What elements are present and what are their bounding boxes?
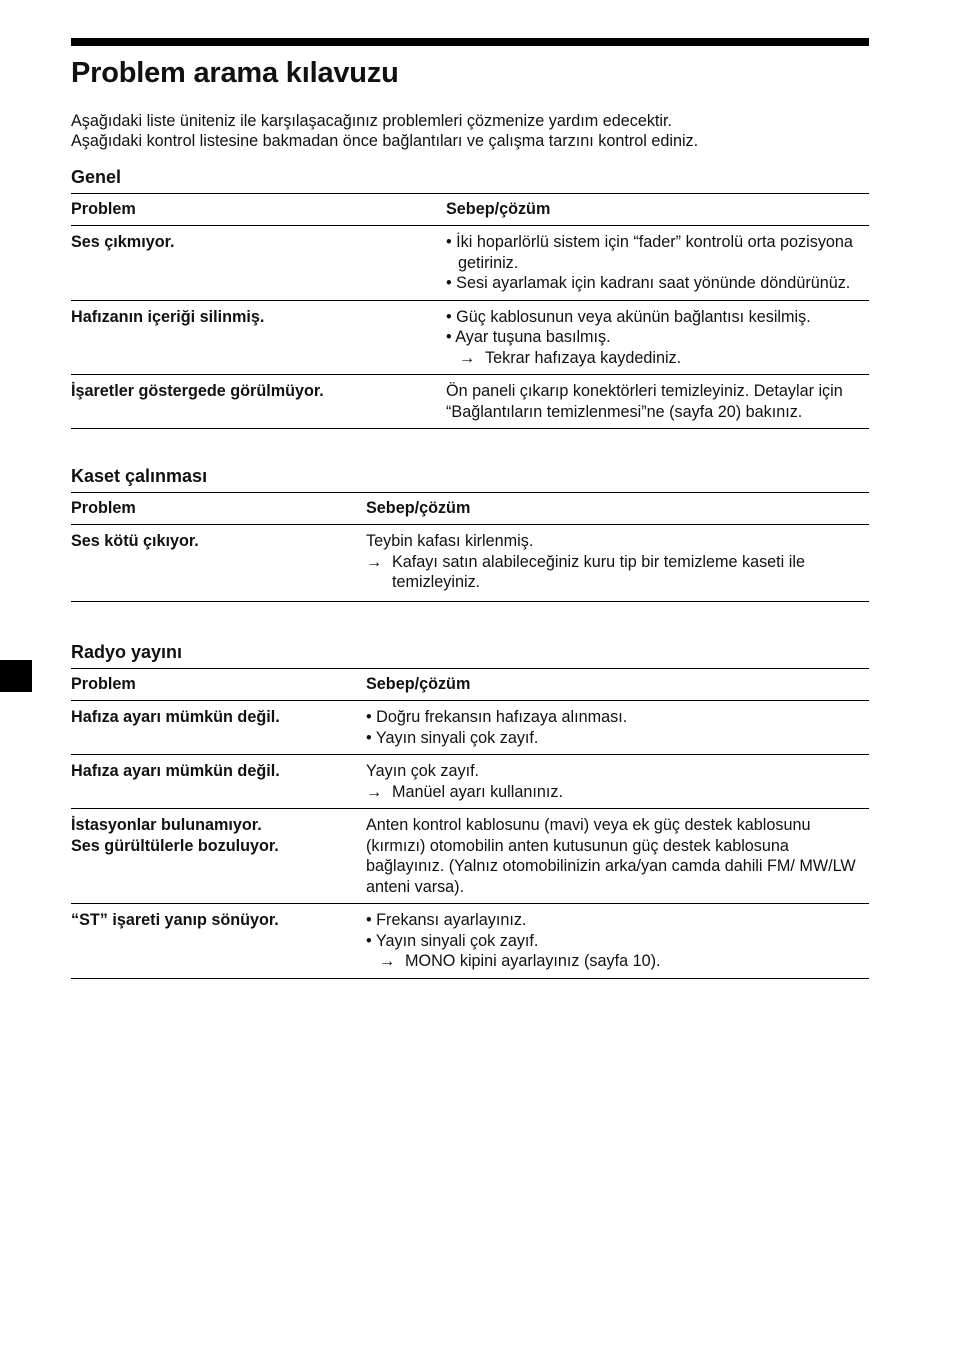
solution-cell [446, 226, 869, 301]
arrow-text: Kafayı satın alabileceğiniz kuru tip bir temizleme kaseti ile temizleyiniz. [392, 552, 805, 591]
bullet-item [446, 273, 869, 294]
bullet-glyph: • [366, 911, 372, 929]
column-header-solution: Sebep/çözüm [366, 675, 471, 693]
bullet-item [366, 931, 869, 952]
arrow-text: Tekrar hafızaya kaydediniz. [485, 348, 682, 367]
column-header-solution: Sebep/çözüm [366, 499, 471, 517]
column-header-solution: Sebep/çözüm [446, 200, 551, 218]
table-row [71, 375, 869, 429]
arrow-text: MONO kipini ayarlayınız (sayfa 10). [405, 952, 661, 970]
bullet-glyph: • [366, 708, 372, 726]
troubleshooting-table [71, 668, 869, 979]
table-row [71, 300, 869, 375]
table-row [71, 809, 869, 904]
solution-cell [366, 904, 869, 979]
solution-cell [366, 701, 869, 755]
column-header-problem: Problem [71, 200, 136, 218]
table-header-row [71, 194, 869, 226]
problem-cell: “ST” işareti yanıp sönüyor. [71, 911, 279, 929]
solution-cell [366, 809, 869, 904]
bullet-glyph: • [366, 931, 372, 950]
table-row [71, 525, 869, 602]
page-header [71, 38, 869, 151]
intro-line: Aşağıdaki kontrol listesine bakmadan önce bağlantıları ve çalışma tarzını kontrol ediniz. [71, 131, 699, 150]
column-header-problem: Problem [71, 675, 136, 693]
solution-cell [446, 375, 869, 429]
bullet-text: Güç kablosunun veya akünün bağlantısı kesilmiş. [456, 307, 811, 326]
bullet-text: Sesi ayarlamak için kadranı saat yönünde döndürünüz. [456, 274, 851, 292]
section-title: Genel [71, 167, 122, 187]
table-row [71, 226, 869, 301]
bullet-text: Frekansı ayarlayınız. [376, 911, 527, 929]
column-header-problem: Problem [71, 499, 136, 517]
bullet-item [446, 307, 869, 328]
page-title: Problem arama kılavuzu [71, 57, 399, 89]
intro-text [71, 112, 869, 151]
bullet-item [446, 232, 869, 273]
troubleshooting-table [71, 193, 869, 429]
table-row [71, 701, 869, 755]
solution-text: Ön paneli çıkarıp konektörleri temizleyiniz. Detaylar için “Bağlantıların temizlenmesi”ne (sayfa 20) bakınız. [446, 382, 843, 421]
section-title: Radyo yayını [71, 642, 183, 662]
bullet-text: Yayın sinyali çok zayıf. [375, 931, 539, 950]
section-radyo [71, 641, 869, 979]
arrow-item [446, 348, 869, 369]
bullet-text: Ayar tuşuna basılmış. [455, 328, 611, 346]
problem-text: Ses gürültülerle bozuluyor. [71, 836, 279, 855]
table-row [71, 904, 869, 979]
bullet-item [446, 327, 869, 348]
bullet-glyph: • [446, 274, 452, 292]
arrow-icon: → [379, 952, 396, 970]
bullet-text: İki hoparlörlü sistem için “fader” kontrolü orta pozisyona getiriniz. [456, 233, 853, 272]
bullet-item [366, 707, 869, 728]
table-header-row [71, 493, 869, 525]
bullet-glyph: • [446, 328, 452, 346]
problem-cell: İşaretler göstergede görülmüyor. [71, 382, 324, 400]
problem-cell: Hafıza ayarı mümkün değil. [71, 762, 280, 780]
problem-text: İstasyonlar bulunamıyor. [71, 816, 262, 834]
table-header-row [71, 669, 869, 701]
arrow-text: Manüel ayarı kullanınız. [392, 782, 563, 801]
table-row [71, 755, 869, 809]
solution-cell [446, 300, 869, 375]
bullet-item [366, 728, 869, 749]
bullet-glyph: • [446, 233, 452, 251]
solution-cell [366, 755, 869, 809]
bullet-glyph: • [366, 728, 372, 747]
bullet-text: Doğru frekansın hafızaya alınması. [376, 708, 628, 726]
top-rule [71, 38, 869, 46]
arrow-item [366, 782, 869, 803]
arrow-icon: → [366, 782, 383, 801]
bullet-item [366, 910, 869, 931]
solution-text: Teybin kafası kirlenmiş. [366, 532, 534, 550]
bullet-glyph: • [446, 307, 452, 326]
page-edge-tab [0, 660, 32, 692]
troubleshooting-table [71, 492, 869, 602]
solution-text: Yayın çok zayıf. [366, 762, 480, 780]
problem-cell: Hafıza ayarı mümkün değil. [71, 708, 280, 726]
solution-cell [366, 525, 869, 602]
problem-cell [71, 809, 366, 904]
solution-text: Anten kontrol kablosunu (mavi) veya ek güç destek kablosunu (kırmızı) otomobilin anten kutusunun güç destek kablosuna bağlayınız. (Yalnız otomobilinizin arka/yan camda dahili FM/ MW/LW anteni varsa). [366, 816, 856, 896]
arrow-icon: → [366, 552, 383, 571]
section-title: Kaset çalınması [71, 466, 208, 486]
section-genel [71, 166, 869, 429]
arrow-icon: → [459, 348, 476, 367]
intro-line: Aşağıdaki liste üniteniz ile karşılaşacağınız problemleri çözmenize yardım edecektir. [71, 112, 673, 130]
section-kaset [71, 465, 869, 602]
arrow-item [366, 951, 869, 972]
arrow-item [366, 552, 869, 593]
problem-cell: Ses çıkmıyor. [71, 233, 175, 251]
problem-cell: Hafızanın içeriği silinmiş. [71, 307, 265, 326]
bullet-text: Yayın sinyali çok zayıf. [375, 728, 539, 747]
problem-cell: Ses kötü çıkıyor. [71, 532, 199, 550]
